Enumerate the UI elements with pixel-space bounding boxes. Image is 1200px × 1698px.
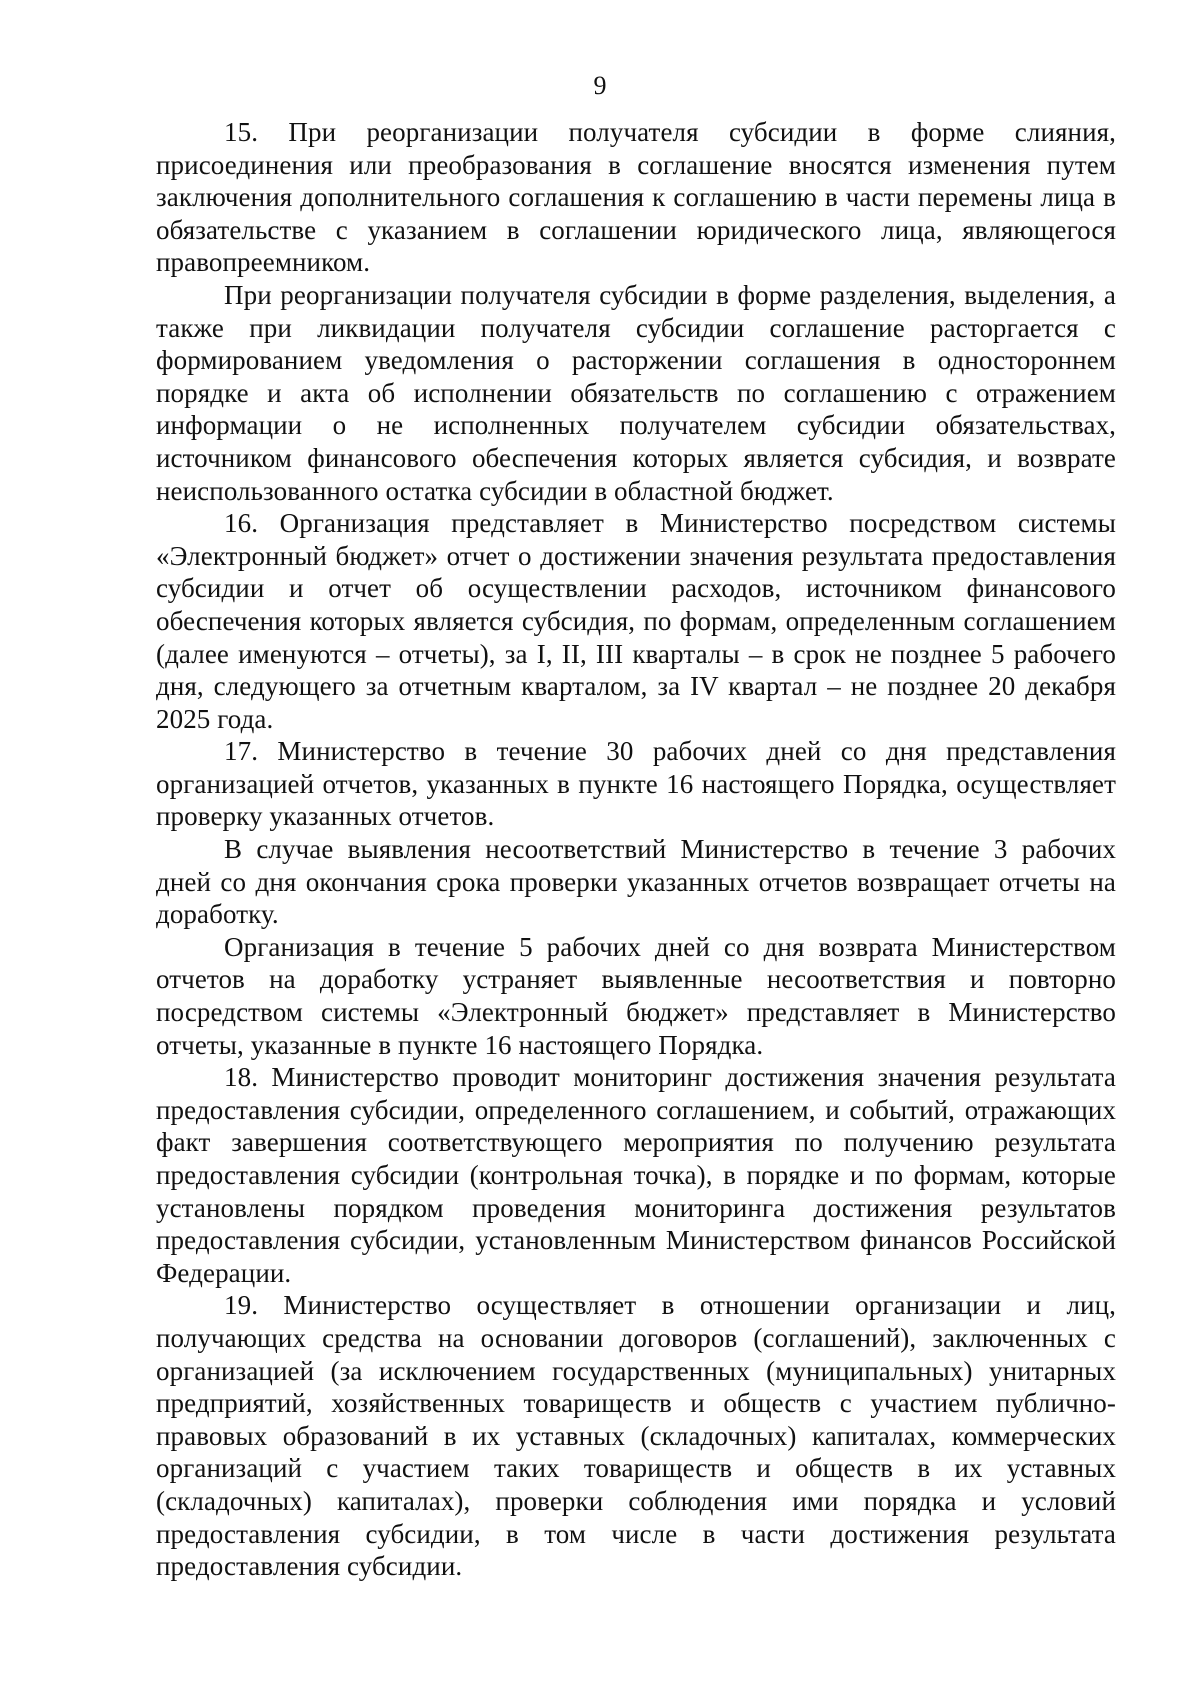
paragraph-15-reorganization: При реорганизации получателя субсидии в форме разделения, выделения, а также при ликвидации получателя субсидии соглашение расторгается с формированием уведомления о расторжении соглашения в одностороннем порядке и акта об исполнении обязательств по соглашению с отражением информации о не исполненных получателем субсидии обязательствах, источником финансового обеспечения которых является субсидия, и возврате неиспользованного остатка субсидии в областной бюджет. <box>156 279 1116 506</box>
paragraph-17: 17. Министерство в течение 30 рабочих дней со дня представления организацией отчетов, указанных в пункте 16 настоящего Порядка, осуществляет проверку указанных отчетов. <box>156 736 1116 832</box>
paragraph-17-rework: Организация в течение 5 рабочих дней со дня возврата Министерством отчетов на доработку устраняет выявленные несоответствия и повторно посредством системы «Электронный бюджет» представляет в Министерство отчеты, указанные в пункте 16 настоящего Порядка. <box>156 931 1116 1060</box>
document-body <box>156 116 1116 1583</box>
paragraph-15: 15. При реорганизации получателя субсидии в форме слияния, присоединения или преобразования в соглашение вносятся изменения путем заключения дополнительного соглашения к соглашению в части перемены лица в обязательстве с указанием в соглашении юридического лица, являющегося правопреемником. <box>156 117 1116 278</box>
paragraph-18: 18. Министерство проводит мониторинг достижения значения результата предоставления субсидии, определенного соглашением, и событий, отражающих факт завершения соответствующего мероприятия по получению результата предоставления субсидии (контрольная точка), в порядке и по формам, которые установлены порядком проведения мониторинга достижения результатов предоставления субсидии, установленным Министерством финансов Российской Федерации. <box>156 1062 1116 1288</box>
page-number: 9 <box>593 71 607 100</box>
paragraph-19: 19. Министерство осуществляет в отношении организации и лиц, получающих средства на основании договоров (соглашений), заключенных с организацией (за исключением государственных (муниципальных) унитарных предприятий, хозяйственных товариществ и обществ с участием публично-правовых образований в их уставных (складочных) капиталах, коммерческих организаций с участием таких товариществ и обществ в их уставных (складочных) капиталах), проверки соблюдения ими порядка и условий предоставления субсидии, в том числе в части достижения результата предоставления субсидии. <box>156 1290 1116 1582</box>
paragraph-16: 16. Организация представляет в Министерство посредством системы «Электронный бюджет» отчет о достижении значения результата предоставления субсидии и отчет об осуществлении расходов, источником финансового обеспечения которых является субсидия, по формам, определенным соглашением (далее именуются – отчеты), за I, II, III кварталы – в срок не позднее 5 рабочего дня, следующего за отчетным кварталом, за IV квартал – не позднее 20 декабря 2025 года. <box>156 508 1116 734</box>
paragraph-17-discrepancies: В случае выявления несоответствий Министерство в течение 3 рабочих дней со дня окончания срока проверки указанных отчетов возвращает отчеты на доработку. <box>156 834 1116 930</box>
